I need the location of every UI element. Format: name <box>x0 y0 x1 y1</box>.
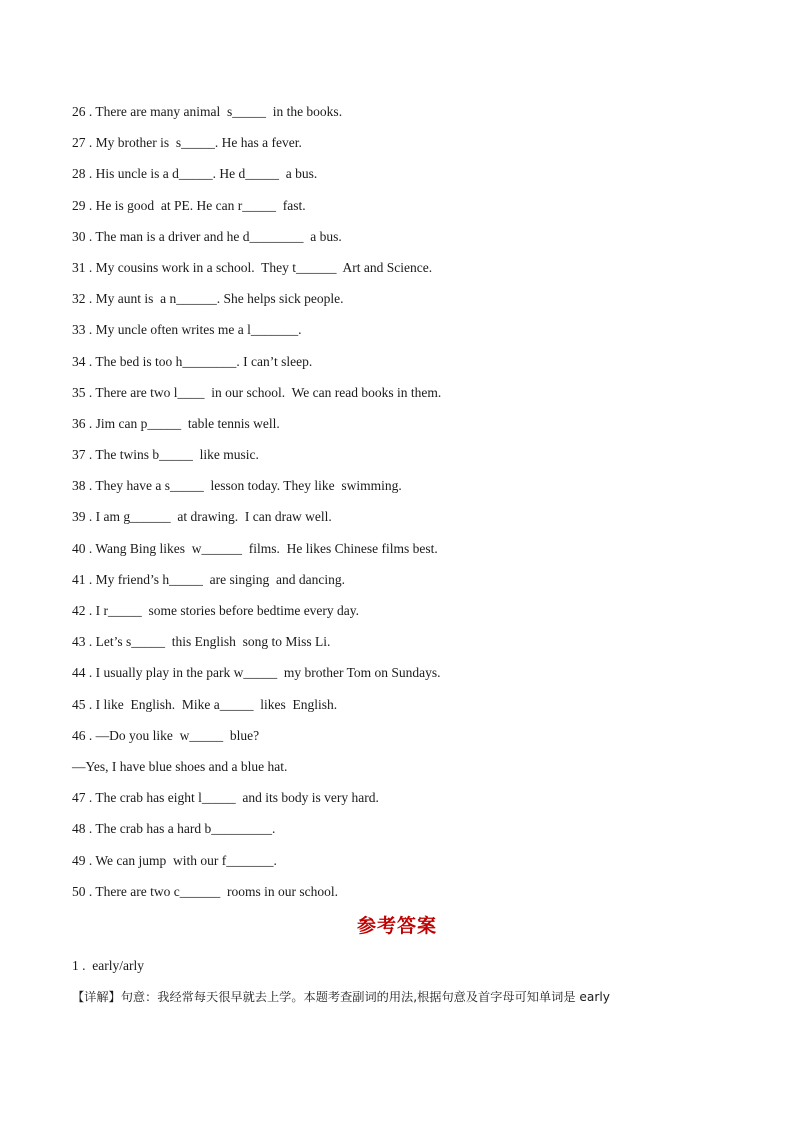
question-38: 38 . They have a s_____ lesson today. They like swimming. <box>72 478 402 494</box>
question-30: 30 . The man is a driver and he d________ a bus. <box>72 228 342 244</box>
question-40: 40 . Wang Bing likes w______ films. He likes Chinese films best. <box>72 540 438 556</box>
question-45: 45 . I like English. Mike a_____ likes English. <box>72 696 338 712</box>
question-32: 32 . My aunt is a n______. She helps sick people. <box>72 291 344 307</box>
question-49: 49 . We can jump with our f_______. <box>72 852 277 868</box>
question-33: 33 . My uncle often writes me a l_______. <box>72 322 302 338</box>
question-42: 42 . I r_____ some stories before bedtime every day. <box>72 603 360 618</box>
question-46: 46 . —Do you like w_____ blue? <box>72 727 260 743</box>
question-48: 48 . The crab has a hard b_________. <box>72 821 276 837</box>
answer-section-title: 参考答案 <box>356 915 437 937</box>
question-46-reply: —Yes, I have blue shoes and a blue hat. <box>72 758 288 774</box>
question-47: 47 . The crab has eight l_____ and its body is very hard. <box>72 790 379 806</box>
question-34: 34 . The bed is too h________. I can’t sleep. <box>72 353 313 369</box>
question-28: 28 . His uncle is a d_____. He d_____ a bus. <box>72 166 318 182</box>
answer-1: 1 . early/arly <box>72 958 144 973</box>
question-50: 50 . There are two c______ rooms in our school. <box>72 883 338 899</box>
question-29: 29 . He is good at PE. He can r_____ fast. <box>72 197 306 213</box>
question-35: 35 . There are two l____ in our school. We can read books in them. <box>72 384 442 400</box>
question-list <box>72 101 441 912</box>
question-26: 26 . There are many animal s_____ in the books. <box>72 104 343 119</box>
question-37: 37 . The twins b_____ like music. <box>72 447 259 463</box>
question-31: 31 . My cousins work in a school. They t______ Art and Science. <box>72 259 433 275</box>
question-36: 36 . Jim can p_____ table tennis well. <box>72 415 280 431</box>
question-41: 41 . My friend’s h_____ are singing and dancing. <box>72 571 345 587</box>
question-43: 43 . Let’s s_____ this English song to Miss Li. <box>72 634 331 650</box>
question-44: 44 . I usually play in the park w_____ my brother Tom on Sundays. <box>72 665 441 681</box>
question-39: 39 . I am g______ at drawing. I can draw well. <box>72 509 332 525</box>
question-27: 27 . My brother is s_____. He has a fever. <box>72 135 302 151</box>
answer-1-detail: 【详解】句意：我经常每天很早就去上学。本题考查副词的用法,根据句意及首字母可知单词是 early <box>72 990 611 1004</box>
